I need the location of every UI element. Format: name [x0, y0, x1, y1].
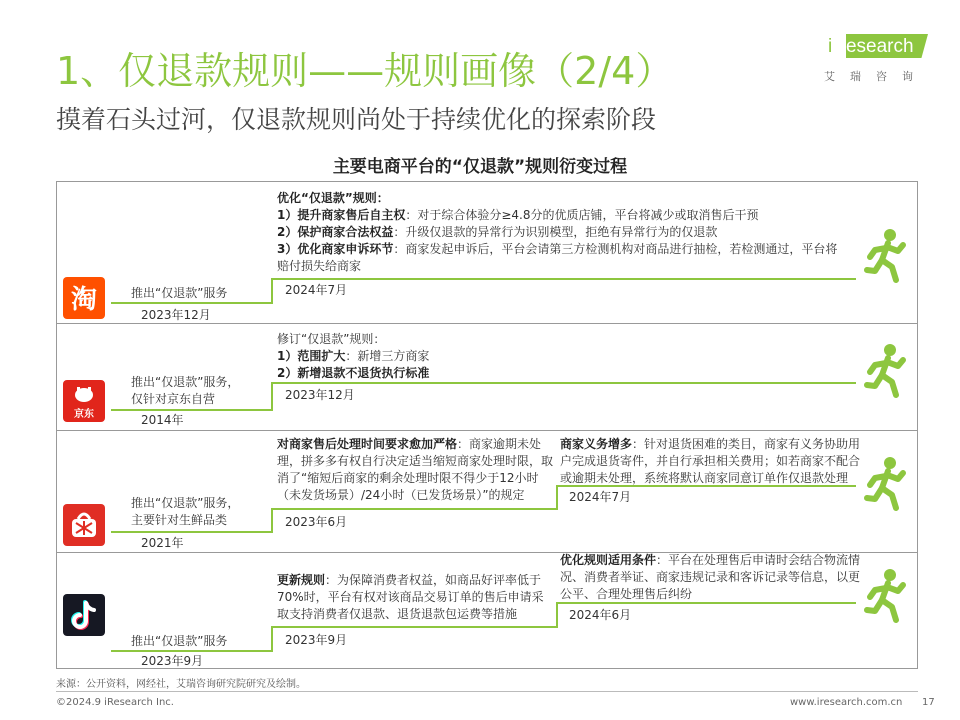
stage-date: 2023年12月: [285, 388, 355, 402]
stage2-text: ：平台在处理售后申请时会结合物流情况、消费者举证、商家违规记录和客诉记录等信息，以更公平、合理处理售后纠纷: [560, 553, 861, 601]
douyin-icon: [63, 594, 105, 636]
start-label-2: 仅针对京东自营: [131, 392, 216, 406]
step-line: [271, 626, 273, 652]
start-label: 推出“仅退款”服务，: [131, 375, 240, 389]
stage-item-bold: 3）优化商家申诉环节: [277, 242, 394, 256]
stage1-text: ：为保障消费者权益，如商品好评率低于70%时，平台有权对该商品交易订单的售后申请采取支持消费者仅退款、退货退款包运费等措施: [277, 573, 544, 621]
stage-desc: [277, 331, 842, 382]
step-line: [271, 278, 273, 304]
pinduoduo-icon: [63, 504, 105, 546]
stage-item-text: ：升级仅退款的异常行为识别模型，拒绝有异常行为的仅退款: [393, 225, 718, 239]
start-label: 推出“仅退款”服务: [131, 286, 228, 300]
stage-item-bold: 1）范围扩大: [277, 349, 346, 363]
stage1-line: [271, 508, 557, 510]
svg-text:京东: 京东: [74, 409, 94, 420]
stage-date: 2024年7月: [285, 283, 348, 297]
row-pinduoduo: [57, 430, 917, 553]
step-line: [271, 382, 273, 411]
logo-brand-rest: Research: [832, 36, 914, 57]
logo-cn: 艾瑞咨询: [824, 70, 928, 83]
taobao-icon: [63, 277, 105, 319]
stage1-desc: [277, 436, 553, 504]
start-line: [111, 531, 272, 533]
start-date: 2014年: [141, 413, 184, 427]
stage2-bold: 商家义务增多: [560, 437, 633, 451]
logo-brand: [828, 36, 914, 58]
stage-item: [277, 224, 842, 241]
stage-item: [277, 348, 842, 365]
page-title: 1、仅退款规则——规则画像（2/4）: [56, 49, 674, 93]
stage1-line: [271, 626, 557, 628]
stage-item: [277, 207, 842, 224]
row-jd: [57, 323, 917, 431]
start-date: 2021年: [141, 536, 184, 550]
stage-item: [277, 241, 842, 275]
stage2-text: ：针对退货困难的类目，商家有义务协助用户完成退货寄件，并自行承担相关费用；如若商家不配合或逾期未处理，系统将默认商家同意订单作仅退款处理: [560, 437, 861, 485]
stage2-desc: [560, 552, 862, 603]
page-subtitle: 摸着石头过河，仅退款规则尚处于持续优化的探索阶段: [56, 105, 657, 134]
website: www.iresearch.com.cn: [790, 697, 903, 708]
stage1-text: ：商家逾期未处理，拼多多有权自行决定适当缩短商家处理时限，取消了“缩短后商家的剩余处理时限不得少于12小时（未发货场景）/24小时（已发货场景）”的规定: [277, 437, 554, 502]
stage1-bold: 更新规则: [277, 573, 326, 587]
runner-icon: [863, 343, 907, 399]
page-number: 17: [922, 697, 935, 708]
start-line: [111, 409, 272, 411]
stage2-date: 2024年7月: [569, 490, 632, 504]
stage2-desc: [560, 436, 862, 487]
runner-icon: [863, 568, 907, 624]
stage1-bold: 对商家售后处理时间要求愈加严格: [277, 437, 458, 451]
svg-text:淘: 淘: [70, 285, 98, 315]
timeline-table: [56, 181, 918, 669]
stage-item-text: ：对于综合体验分≥4.8分的优质店铺，平台将减少或取消售后干预: [405, 208, 759, 222]
start-line: [111, 650, 272, 652]
runner-icon: [863, 456, 907, 512]
stage-line: [271, 382, 856, 384]
jd-icon: [63, 380, 105, 422]
stage-item-bold: 2）保护商家合法权益: [277, 225, 394, 239]
stage-heading: 优化“仅退款”规则：: [277, 191, 389, 205]
step-line-2: [556, 602, 558, 628]
copyright: ©2024.9 iResearch Inc.: [56, 697, 174, 708]
start-date: 2023年12月: [141, 308, 211, 322]
row-taobao: [57, 182, 917, 324]
stage-item-text: ：新增三方商家: [345, 349, 430, 363]
start-date: 2023年9月: [141, 654, 204, 668]
runner-icon: [863, 228, 907, 284]
section-title: 主要电商平台的“仅退款”规则衍变过程: [332, 157, 628, 177]
start-label-2: 主要针对生鲜品类: [131, 513, 228, 527]
start-label: 推出“仅退款”服务: [131, 634, 228, 648]
start-label: 推出“仅退款”服务，: [131, 496, 240, 510]
start-line: [111, 302, 272, 304]
stage1-date: 2023年9月: [285, 633, 348, 647]
stage1-desc: [277, 572, 553, 623]
step-line-2: [556, 485, 558, 510]
step-line: [271, 508, 273, 533]
stage-heading: 修订“仅退款”规则：: [277, 332, 386, 346]
stage2-date: 2024年6月: [569, 608, 632, 622]
stage-item: [277, 365, 842, 382]
stage-item-bold: 1）提升商家售后自主权: [277, 208, 406, 222]
source-note: 来源：公开资料，网经社，艾瑞咨询研究院研究及绘制。: [56, 679, 306, 690]
stage-line: [271, 278, 856, 280]
row-douyin: [57, 552, 917, 668]
stage1-date: 2023年6月: [285, 515, 348, 529]
iresearch-logo: [822, 30, 932, 86]
logo-brand-i: i: [828, 36, 833, 57]
stage2-bold: 优化规则适用条件: [560, 553, 657, 567]
stage-desc: [277, 190, 842, 275]
stage-item-text: ：商家发起申诉后，平台会请第三方检测机构对商品进行抽检，若检测通过，平台将赔付损失给商家: [277, 242, 838, 273]
footer-divider: [56, 691, 918, 692]
stage-item-bold: 2）新增退款不退货执行标准: [277, 366, 430, 380]
